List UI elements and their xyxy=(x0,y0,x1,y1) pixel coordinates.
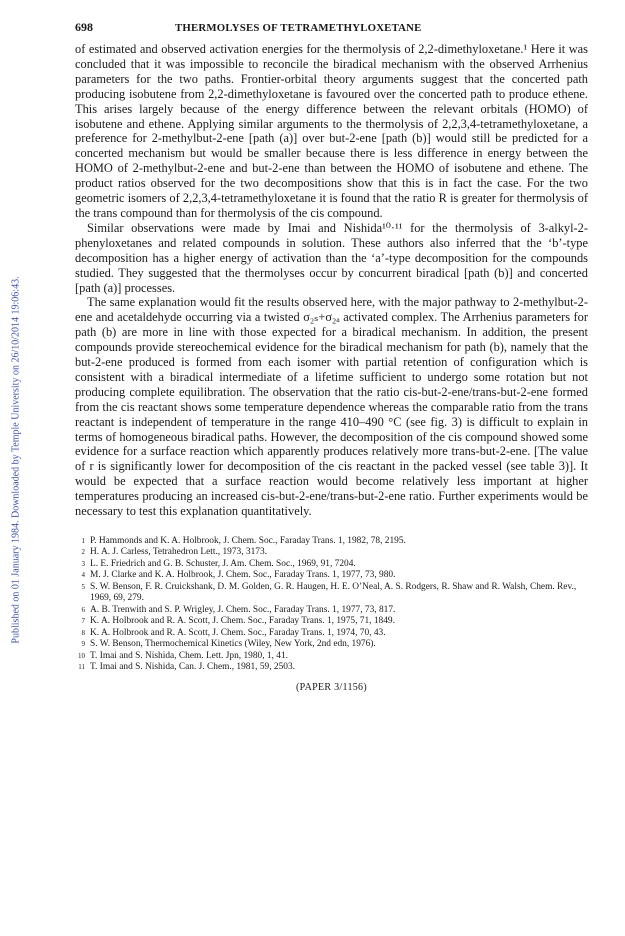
page-header xyxy=(75,20,588,40)
reference-item xyxy=(75,536,588,547)
reference-number: 8 xyxy=(81,628,85,637)
download-watermark xyxy=(8,200,24,720)
reference-number: 9 xyxy=(81,640,85,649)
reference-number: 10 xyxy=(78,651,85,660)
reference-item xyxy=(75,651,588,662)
reference-number: 3 xyxy=(81,559,85,568)
reference-item xyxy=(75,559,588,570)
reference-item xyxy=(75,628,588,639)
reference-number: 1 xyxy=(81,537,85,545)
paragraph: of estimated and observed activation energies for the thermolysis of 2,2-dimethyloxetane.¹ Here it was concluded that it was impossible to reconcile the biradical mechanism with the observed Arrhenius parameters for the two paths. Frontier-orbital theory arguments suggest that the concerted path producing isobutene from 2,2-dimethyloxetane is favoured over the concerted path to produce ethene. This arises largely because of the energy difference between the relevant orbitals (HOMO) of isobutene and ethene. Applying similar arguments to the thermolysis of 2,2,3,4-tetramethyloxetane, a preference for 2-methylbut-2-ene [path (a)] over but-2-ene [path (b)] would still be predicted for a concerted mechanism but would be smaller because there is less difference in energy between the HOMO of 2-methylbut-2-ene and but-2-ene than between the HOMO of isobutene and ethene. The product ratios observed for the two decompositions show that this is in fact the case. For the two geometric isomers of 2,2,3,4-tetramethyloxetane it is found that the ratio R is greater for thermolysis of the trans compound than for thermolysis of the cis compound. xyxy=(75,42,588,220)
reference-text: L. E. Friedrich and G. B. Schuster, J. Am. Chem. Soc., 1969, 91, 7204. xyxy=(90,558,356,569)
reference-text: K. A. Holbrook and R. A. Scott, J. Chem. Soc., Faraday Trans. 1, 1975, 71, 1849. xyxy=(90,616,395,627)
reference-text: K. A. Holbrook and R. A. Scott, J. Chem. Soc., Faraday Trans. 1, 1974, 70, 43. xyxy=(90,627,386,638)
reference-item xyxy=(75,547,588,558)
reference-number: 4 xyxy=(81,571,85,580)
reference-item xyxy=(75,662,588,673)
reference-number: 7 xyxy=(81,617,85,626)
journal-page xyxy=(75,20,588,693)
paper-identifier: (PAPER 3/1156) xyxy=(296,682,367,694)
reference-item xyxy=(75,639,588,650)
reference-number: 2 xyxy=(81,548,85,557)
reference-text: S. W. Benson, F. R. Cruickshank, D. M. Golden, G. R. Haugen, H. E. O’Neal, A. S. Rodgers, R. Shaw and R. Walsh, Chem. Rev., 1969, 69, 279. xyxy=(90,581,577,604)
reference-text: A. B. Trenwith and S. P. Wrigley, J. Chem. Soc., Faraday Trans. 1, 1977, 73, 817. xyxy=(90,604,396,615)
reference-text: H. A. J. Carless, Tetrahedron Lett., 1973, 3173. xyxy=(90,547,268,558)
reference-item xyxy=(75,605,588,616)
reference-text: S. W. Benson, Thermochemical Kinetics (Wiley, New York, 2nd edn, 1976). xyxy=(90,639,376,650)
reference-list xyxy=(75,536,588,673)
reference-number: 5 xyxy=(81,582,85,591)
reference-text: P. Hammonds and K. A. Holbrook, J. Chem. Soc., Faraday Trans. 1, 1982, 78, 2195. xyxy=(90,536,406,546)
page-number: 698 xyxy=(75,20,93,34)
running-head: THERMOLYSES OF TETRAMETHYLOXETANE xyxy=(175,22,422,34)
paragraph: The same explanation would fit the results observed here, with the major pathway to 2-methylbut-2-ene and acetaldehyde occurring via a twisted σ₂ₛ+σ₂ₐ activated complex. The Arrhenius parameters for path (b) are more in line with those expected for a biradical mechanism. In addition, the present compounds provide stereochemical evidence for the biradical mechanism for path (b), namely that the but-2-ene produced is formed from each isomer with partial retention of configuration which is consistent with a biradical intermediate of a lifetime sufficient to undergo some rotation but not producing complete equilibration. The observation that the ratio cis-but-2-ene/trans-but-2-ene formed from the cis reactant shows some temperature dependence whereas the comparable ratio from the trans reactant is independent of temperature in the range 410–490 °C (see fig. 3) is difficult to explain in terms of homogeneous biradical paths. However, the decomposition of the cis compound showed some evidence for a surface reaction which apparently produces relatively more trans-but-2-ene. [The value of r is significantly lower for decomposition of the cis reactant in the packed vessel (see table 3)]. It would be expected that a surface reaction would become relatively less important at higher temperatures producing an increased cis-but-2-ene/trans-but-2-ene ratio. Further experiments would be necessary to test this explanation quantitatively. xyxy=(75,295,588,519)
reference-text: T. Imai and S. Nishida, Chem. Lett. Jpn, 1980, 1, 41. xyxy=(90,650,288,661)
download-notice: Published on 01 January 1984. Downloaded by Temple University on 26/10/2014 19:06:43. xyxy=(10,276,22,644)
article-body xyxy=(75,42,588,519)
reference-text: M. J. Clarke and K. A. Holbrook, J. Chem. Soc., Faraday Trans. 1, 1977, 73, 980. xyxy=(90,570,396,581)
reference-number: 11 xyxy=(78,662,85,671)
reference-number: 6 xyxy=(81,605,85,614)
reference-item xyxy=(75,570,588,581)
reference-item xyxy=(75,616,588,627)
paragraph: Similar observations were made by Imai and Nishida¹⁰·¹¹ for the thermolysis of 3-alkyl-2-phenyloxetanes and related compounds in solution. These authors also inferred that the ‘b’-type decomposition has a higher energy of activation than the ‘a’-type decomposition for the compounds studied. They suggested that the thermolyses occur by concurrent biradical [path (b)] and concerted [path (a)] processes. xyxy=(75,220,588,295)
reference-text: T. Imai and S. Nishida, Can. J. Chem., 1981, 59, 2503. xyxy=(90,661,296,672)
reference-item xyxy=(75,582,588,605)
